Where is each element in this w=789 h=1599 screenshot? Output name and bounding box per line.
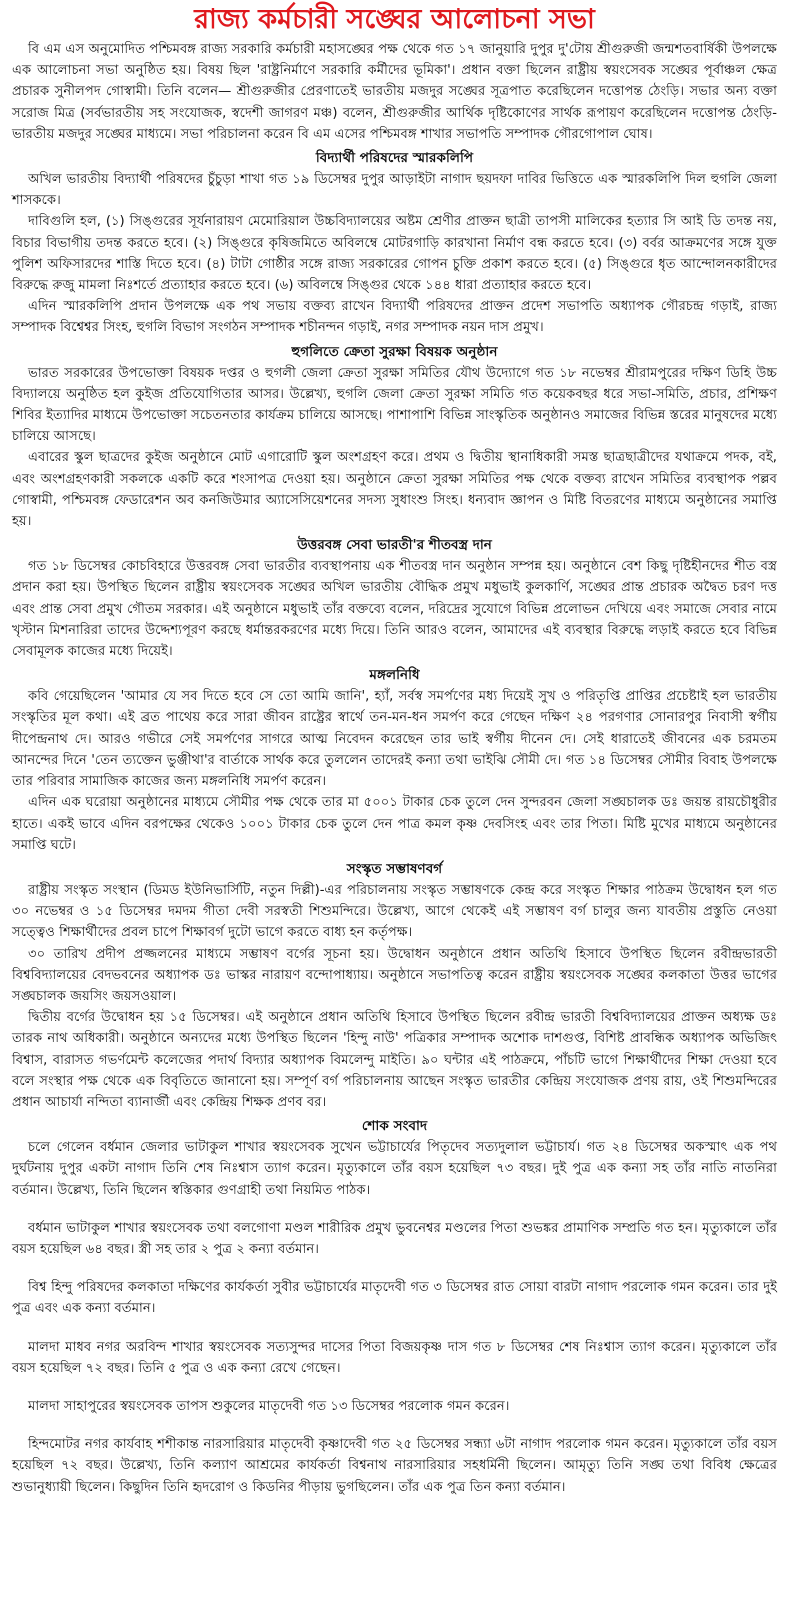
article-paragraph: ৩০ তারিখ প্রদীপ প্রজ্জলনের মাধ্যমে সম্ভাষণ বর্গের সূচনা হয়। উদ্বোধন অনুষ্ঠানে প্রধান অতিথি হিসাবে উপস্থিত ছিলেন রবীন্দ্রভারতী বিশ্ববিদ্যালয়ের বেদভবনের অধ্যাপক ডঃ ভাস্কর নারায়ণ বন্দোপাধ্যায়। অনুষ্ঠানে সভাপতিত্ব করেন রাষ্ট্রীয় স্বয়ংসেবক সঙ্ঘের কলকাতা উত্তর ভাগের সঙ্ঘচালক জয়সিং জয়সওয়াল। — [12, 946, 777, 1004]
obituary-paragraph: মালদা মাধব নগর অরবিন্দ শাখার স্বয়ংসেবক সত্যসুন্দর দাসের পিতা বিজয়কৃষ্ণ দাস গত ৮ ডিসেম্বর শেষ নিঃশ্বাস ত্যাগ করেন। মৃত্যুকালে তাঁর বয়স হয়েছিল ৭২ বছর। তিনি ৫ পুত্র ও এক কন্যা রেখে গেছেন। — [12, 1339, 777, 1376]
article-paragraph: দাবিগুলি হল, (১) সিঙ্গুরের সূর্যনারায়ণ মেমোরিয়াল উচ্চবিদ্যালয়ের অষ্টম শ্রেণীর প্রাক্তন ছাত্রী তাপসী মালিকের হত্যার সি আই ডি তদন্ত নয়, বিচার বিভাগীয় তদন্ত করতে হবে। (২) সিঙ্গুরে কৃষিজমিতে অবিলম্বে মোটরগাড়ি কারখানা নির্মাণ বন্ধ করতে হবে। (৩) বর্বর আক্রমণের সঙ্গে যুক্ত পুলিশ অফিসারদের শাস্তি দিতে হবে। (৪) টাটা গোষ্ঠীর সঙ্গে রাজ্য সরকারের গোপন চুক্তি প্রকাশ করতে হবে। (৫) সিঙ্গুরে ধৃত আন্দোলনকারীদের বিরুদ্ধে রুজু মামলা নিঃশর্তে প্রত্যাহার করতে হবে। (৬) অবিলম্বে সিঙ্গুর থেকে ১৪৪ ধারা প্রত্যাহার করতে হবে। — [12, 214, 777, 294]
article-paragraph: এদিন এক ঘরোয়া অনুষ্ঠানের মাধ্যমে সৌমীর পক্ষ থেকে তার মা ৫০০১ টাকার চেক তুলে দেন সুন্দরবন জেলা সঙ্ঘচালক ডঃ জয়ন্ত রায়চৌধুরীর হাতে। একই ভাবে এদিন বরপক্ষের থেকেও ১০০১ টাকার চেক তুলে দেন পাত্র কমল কৃষ্ণ দেবসিংহ এবং তার পিতা। মিষ্টি মুখের মাধ্যমে অনুষ্ঠানের সমাপ্তি ঘটে। — [12, 795, 777, 853]
article-winter-clothes — [12, 534, 777, 662]
obituary-paragraph: হিন্দমোটর নগর কার্যবাহ শশীকান্ত নারসারিয়ার মাতৃদেবী কৃষ্ণাদেবী গত ২৫ ডিসেম্বর সন্ধ্যা ৬টা নাগাদ পরলোক গমন করেন। মৃত্যুকালে তাঁর বয়স হয়েছিল ৭২ বছর। উল্লেখ্য, তিনি কল্যাণ আশ্রমের কার্যকর্তা বিশ্বনাথ নারসারিয়ার সহধর্মিনী ছিলেন। আমৃত্যু তিনি সঙ্ঘ তথা বিবিধ ক্ষেত্রের শুভানুধ্যায়ী ছিলেন। কিছুদিন তিনি হৃদরোগ ও কিডনির পীড়ায় ভুগছিলেন। তাঁর এক পুত্র তিন কন্যা বর্তমান। — [12, 1437, 777, 1495]
section-heading: হুগলিতে ক্রেতা সুরক্ষা বিষয়ক অনুষ্ঠান — [291, 343, 498, 360]
section-heading: সংস্কৃত সম্ভাষণবর্গ — [346, 860, 443, 877]
page-title: রাজ্য কর্মচারী সঙ্ঘের আলোচনা সভা — [194, 4, 595, 35]
article-paragraph: রাষ্ট্রীয় সংস্কৃত সংস্থান (ডিমড ইউনিভার্সিটি, নতুন দিল্লী)-এর পরিচালনায় সংস্কৃত সম্ভাষণকে কেন্দ্র করে সংস্কৃত শিক্ষার পাঠক্রম উদ্বোধন হল গত ৩০ নভেম্বর ও ১৫ ডিসেম্বর দমদম গীতা দেবী সরস্বতী শিশুমন্দিরে। উল্লেখ্য, আগে থেকেই এই সম্ভাষণ বর্গ চালুর জন্য যাবতীয় প্রস্তুতি নেওয়া সত্ত্বেও শিক্ষার্থীদের প্রবল চাপে শিক্ষাবর্গ দুটো ভাগে করতে বাধ্য হন কর্তৃপক্ষ। — [12, 882, 777, 941]
article-mangalnidhi — [12, 664, 777, 856]
article-consumer-protection — [12, 341, 777, 533]
article-paragraph: এবারের স্কুল ছাত্রদের কুইজ অনুষ্ঠানে মোট এগারোটি স্কুল অংশগ্রহণ করে। প্রথম ও দ্বিতীয় স্থানাধিকারী সমস্ত ছাত্রছাত্রীদের যথাক্রমে পদক, বই, এবং অংশগ্রহণকারী সকলকে একটি করে শংসাপত্র দেওয়া হয়। অনুষ্ঠানে ক্রেতা সুরক্ষা সমিতির পক্ষ থেকে বক্তব্য রাখেন সমিতির ব্যবস্থাপক পল্লব গোস্বামী, পশ্চিমবঙ্গ ফেডারেশন অব কনজিউমার অ্যাসেসিয়েশনের সদস্য সুধাংশু সিংহ। ধন্যবাদ জ্ঞাপন ও মিষ্টি বিতরণের মাধ্যমে অনুষ্ঠানের সমাপ্তি হয়। — [12, 450, 777, 530]
article-memorandum — [12, 147, 777, 339]
section-heading: বিদ্যার্থী পরিষদের স্মারকলিপি — [315, 150, 474, 167]
obituary-paragraph: মালদা সাহাপুরের স্বয়ংসেবক তাপস শুকুলের মাতৃদেবী গত ১৩ ডিসেম্বর পরলোক গমন করেন। — [28, 1398, 510, 1414]
section-heading: শোক সংবাদ — [361, 1118, 428, 1135]
intro-paragraph: বি এম এস অনুমোদিত পশ্চিমবঙ্গ রাজ্য সরকারি কর্মচারী মহাসঙ্ঘের পক্ষ থেকে গত ১৭ জানুয়ারি দুপুর দু'টোয় শ্রীগুরুজী জন্মশতবার্ষিকী উপলক্ষে এক আলোচনা সভা অনুষ্ঠিত হয়। বিষয় ছিল 'রাষ্ট্রনির্মাণে সরকারি কর্মীদের ভূমিকা'। প্রধান বক্তা ছিলেন রাষ্ট্রীয় স্বয়ংসেবক সঙ্ঘের পূর্বাঞ্চল ক্ষেত্র প্রচারক সুনীলপদ গোস্বামী। তিনি বলেন— শ্রীগুরুজীর প্রেরণাতেই ভারতীয় মজদুর সঙ্ঘের সূত্রপাত করেছিলেন দত্তোপন্ত ঠেংড়ি। সভার অন্য বক্তা সরোজ মিত্র (সর্বভারতীয় সহ সংযোজক, স্বদেশী জাগরণ মঞ্চ) বলেন, শ্রীগুরুজীর আর্থিক দৃষ্টিকোণের সার্থক রূপায়ণ করেছিলেন দত্তোপন্ত ঠেংড়ি- ভারতীয় মজদুর সঙ্ঘের মাধ্যমে। সভা পরিচালনা করেন বি এম এসের পশ্চিমবঙ্গ শাখার সভাপতি সম্পাদক গৌরগোপাল ঘোষ। — [12, 42, 777, 142]
obituary-paragraph: বর্ধমান ভাটাকুল শাখার স্বয়ংসেবক তথা বলগোণা মণ্ডল শারীরিক প্রমুখ ভুবনেশ্বর মণ্ডলের পিতা শুভঙ্কর প্রামাণিক সম্প্রতি গত হন। মৃত্যুকালে তাঁর বয়স হয়েছিল ৬৪ বছর। স্ত্রী সহ তার ২ পুত্র ২ কন্যা বর্তমান। — [12, 1220, 777, 1257]
article-paragraph: এদিন স্মারকলিপি প্রদান উপলক্ষে এক পথ সভায় বক্তব্য রাখেন বিদ্যার্থী পরিষদের প্রাক্তন প্রদেশ সভাপতি অধ্যাপক গৌরচন্দ্র গড়াই, রাজ্য সম্পাদক বিশ্বেশ্বর সিংহ, হুগলি বিভাগ সংগঠন সম্পাদক শচীনন্দন গড়াই, নগর সম্পাদক নয়ন দাস প্রমুখ। — [12, 299, 777, 336]
section-heading: উত্তরবঙ্গ সেবা ভারতী'র শীতবস্ত্র দান — [297, 537, 492, 554]
article-paragraph: কবি গেয়েছিলেন 'আমার যে সব দিতে হবে সে তো আমি জানি', হ্যাঁ, সর্বস্ব সমর্পণের মধ্য দিয়েই সুখ ও পরিতৃপ্তি প্রাপ্তির প্রচেষ্টাই হল ভারতীয় সংস্কৃতির মূল কথা। এই ব্রত পাথেয় করে সারা জীবন রাষ্ট্রের স্বার্থে তন-মন-ধন সমর্পণ করে গেছেন দক্ষিণ ২৪ পরগণার সোনারপুর নিবাসী স্বর্গীয় দীপেন্দ্রনাথ দে। আরও গভীরে সেই সমর্পণের সাগরে আত্ম নিবেদন করেছেন তার ভাই স্বর্গীয় দীনেন দে। সেই ধারাতেই জীবনের এক চরমতম আনন্দের দিনে 'তেন ত্যক্তেন ভুঞ্জীথা'র বার্তাকে সার্থক করে তুললেন তাদেরই কন্যা তথা ভাইঝি সৌমী দে। গত ১৪ ডিসেম্বর সৌমীর বিবাহ উপলক্ষে তার পরিবার সামাজিক কাজের জন্য মঙ্গলনিধি সমর্পণ করেন। — [12, 689, 777, 790]
article-paragraph: দ্বিতীয় বর্গের উদ্বোধন হয় ১৫ ডিসেম্বর। এই অনুষ্ঠানে প্রধান অতিথি হিসাবে উপস্থিত ছিলেন রবীন্দ্র ভারতী বিশ্ববিদ্যালয়ের প্রাক্তন অধ্যক্ষ ডঃ তারক নাথ অধিকারী। অনুষ্ঠানে অন্যদের মধ্যে উপস্থিত ছিলেন 'হিন্দু নাউ' পত্রিকার সম্পাদক অশোক দাশগুপ্ত, বিশিষ্ট প্রাবন্ধিক অধ্যাপক অভিজিৎ বিশ্বাস, বারাসত গভর্ণমেন্ট কলেজের পদার্থ বিদ্যার অধ্যাপক বিমলেন্দু মাইতি। ৯০ ঘন্টার এই পাঠক্রমে, পাঁচটি ভাগে শিক্ষার্থীদের শিক্ষা দেওয়া হবে বলে সংস্থার পক্ষ থেকে এক বিবৃতিতে জানানো হয়। সম্পূর্ণ বর্গ পরিচালনায় আছেন সংস্কৃত ভারতীর কেন্দ্রিয় সংযোজক প্রণয় রায়, ওই শিশুমন্দিরের প্রধান আচার্যা নন্দিতা ব্যানার্জী এবং কেন্দ্রিয় শিক্ষক প্রণব বর। — [12, 1010, 777, 1110]
article-paragraph: অখিল ভারতীয় বিদ্যার্থী পরিষদের চুঁচুড়া শাখা গত ১৯ ডিসেম্বর দুপুর আড়াইটা নাগাদ ছয়দফা দাবির ভিত্তিতে এক স্মারকলিপি দিল হুগলি জেলা শাসককে। — [12, 172, 777, 209]
article-paragraph: গত ১৮ ডিসেম্বর কোচবিহারে উত্তরবঙ্গ সেবা ভারতীর ব্যবস্থাপনায় এক শীতবস্ত্র দান অনুষ্ঠান সম্পন্ন হয়। অনুষ্ঠানে বেশ কিছু দৃষ্টিহীনদের শীত বস্ত্র প্রদান করা হয়। উপস্থিত ছিলেন রাষ্ট্রীয় স্বয়ংসেবক সঙ্ঘের অখিল ভারতীয় বৌদ্ধিক প্রমুখ মধুভাই কুলকার্ণি, সঙ্ঘের প্রান্ত প্রচারক অদ্বৈত চরণ দত্ত এবং প্রান্ত সেবা প্রমুখ গৌতম সরকার। এই অনুষ্ঠানে মধুভাই তাঁর বক্তব্যে বলেন, দরিদ্রের সুযোগে বিভিন্ন প্রলোভন দেখিয়ে এবং সমাজে সেবার নামে খৃস্টান মিশনারিরা তাদের উদ্দেশ্যপূরণ করছে ধর্মান্তরকরণের মধ্যে দিয়ে। তিনি আরও বলেন, আমাদের এই ব্যবস্থার বিরুদ্ধে লড়াই করতে হবে বিভিন্ন সেবামূলক কাজের মধ্যে দিয়েই। — [12, 559, 777, 660]
article-sanskrit — [12, 858, 777, 1113]
article-paragraph: ভারত সরকারের উপভোক্তা বিষয়ক দপ্তর ও হুগলী জেলা ক্রেতা সুরক্ষা সমিতির যৌথ উদ্যোগে গত ১৮ নভেম্বর শ্রীরামপুরের দক্ষিণ ডিহি উচ্চ বিদ্যালয়ে অনুষ্ঠিত হল কুইজ প্রতিযোগিতার আসর। উল্লেখ্য, হুগলি জেলা ক্রেতা সুরক্ষা সমিতি গত কয়েকবছর ধরে সভা-সমিতি, প্রচার, প্রশিক্ষণ শিবির ইত্যাদির মাধ্যমে উপভোক্তা সচেতনতার কার্যক্রম চালিয়ে আসছে। পাশাপাশি বিভিন্ন সাংস্কৃতিক অনুষ্ঠানও সমাজের বিভিন্ন স্তরের মানুষদের মধ্যে চালিয়ে আসছে। — [12, 365, 777, 445]
article-obituary — [12, 1115, 777, 1498]
obituary-paragraph: বিশ্ব হিন্দু পরিষদের কলকাতা দক্ষিণের কার্যকর্তা সুবীর ভট্টাচার্যের মাতৃদেবী গত ৩ ডিসেম্বর রাত সোয়া বারটা নাগাদ পরলোক গমন করেন। তার দুই পুত্র এবং এক কন্যা বর্তমান। — [12, 1280, 777, 1317]
section-heading: মঙ্গলনিধি — [369, 667, 420, 684]
intro-article — [12, 39, 777, 145]
obituary-paragraph: চলে গেলেন বর্ধমান জেলার ভাটাকুল শাখার স্বয়ংসেবক সুখেন ভট্টাচার্যের পিতৃদেব সত্যদুলাল ভট্টাচার্য। গত ২৪ ডিসেম্বর অকস্মাৎ এক পথ দুর্ঘটনায় দুপুর একটা নাগাদ তিনি শেষ নিঃশ্বাস ত্যাগ করেন। মৃত্যুকালে তাঁর বয়স হয়েছিল ৭৩ বছর। দুই পুত্র এক কন্যা সহ তাঁর নাতি নাতনিরা বর্তমান। উল্লেখ্য, তিনি ছিলেন স্বস্তিকার গুণগ্রাহী তথা নিয়মিত পাঠক। — [12, 1140, 777, 1198]
